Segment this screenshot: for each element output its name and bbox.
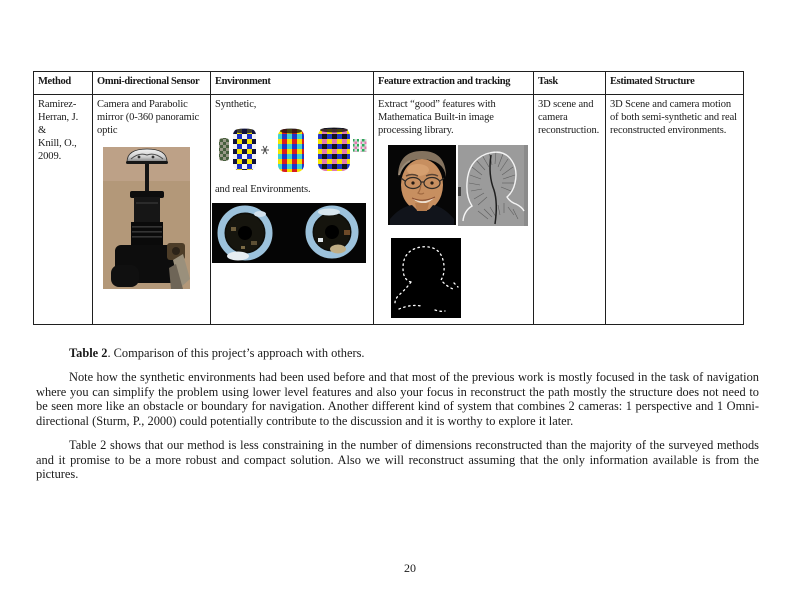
table-row	[34, 95, 744, 325]
table-caption	[36, 346, 758, 361]
table-caption-label: Table 2	[69, 346, 108, 360]
synthetic-cylinders-image	[217, 124, 367, 174]
cell-sensor	[93, 95, 211, 325]
page-number: 20	[404, 561, 416, 575]
omnidirectional-views-image	[212, 203, 366, 263]
edge-silhouette-image	[391, 238, 461, 318]
sensor-text: Camera and Parabolic mirror (0-360 panoramic optic	[97, 99, 200, 136]
table-header-row	[34, 72, 744, 95]
cell-feature	[374, 95, 534, 325]
cell-environment	[211, 95, 374, 325]
estimated-text: 3D Scene and camera motion of both semi-synthetic and real reconstructed environments.	[610, 99, 737, 136]
face-photo	[388, 145, 456, 225]
feature-gradient-map-image	[458, 145, 528, 226]
feature-images-row	[388, 145, 529, 226]
camera-parabolic-mirror-photo	[103, 147, 190, 289]
header-method: Method	[34, 72, 93, 95]
cell-task	[534, 95, 606, 325]
header-task: Task	[534, 72, 606, 95]
method-line: Knill, O.,	[38, 138, 77, 149]
method-line: 2009.	[38, 151, 62, 162]
header-environment: Environment	[211, 72, 374, 95]
cell-method	[34, 95, 93, 325]
method-line: Ramirez-	[38, 99, 77, 110]
comparison-table	[33, 71, 744, 325]
paragraph-table2: Table 2 shows that our method is less constraining in the number of dimensions reconstructed than the majority of the surveyed methods and it promise to be a more robust and compact solution. Also we will reconstruct assuming that the only information available is from the pictures.	[36, 438, 759, 482]
feature-text: Extract “good” features with Mathematica Built-in image processing library.	[378, 99, 496, 136]
paragraph-note: Note how the synthetic environments had been used before and that most of the previous work is mostly focused in the task of navigation where you can simplify the problem using lower level features and also your focus in reconstruct the path mostly the structure does not need to be seen more like an obstacle or boundary for navigation. Another different kind of system that combines 2 cameras: 1 perspective and 1 Omni-directional (Sturm, P., 2000) could potentially contribute to the discussion and it is worthy to explore it later.	[36, 370, 759, 429]
header-sensor: Omni-directional Sensor	[93, 72, 211, 95]
header-estimated: Estimated Structure	[606, 72, 744, 95]
environment-synthetic-label: Synthetic,	[215, 99, 257, 110]
task-text: 3D scene and camera reconstruction.	[538, 99, 600, 136]
table-caption-text: . Comparison of this project’s approach with others.	[107, 346, 365, 360]
environment-real-label: and real Environments.	[215, 184, 311, 195]
method-line: Herran, J. &	[38, 112, 79, 136]
header-feature: Feature extraction and tracking	[374, 72, 534, 95]
cell-estimated	[606, 95, 744, 325]
